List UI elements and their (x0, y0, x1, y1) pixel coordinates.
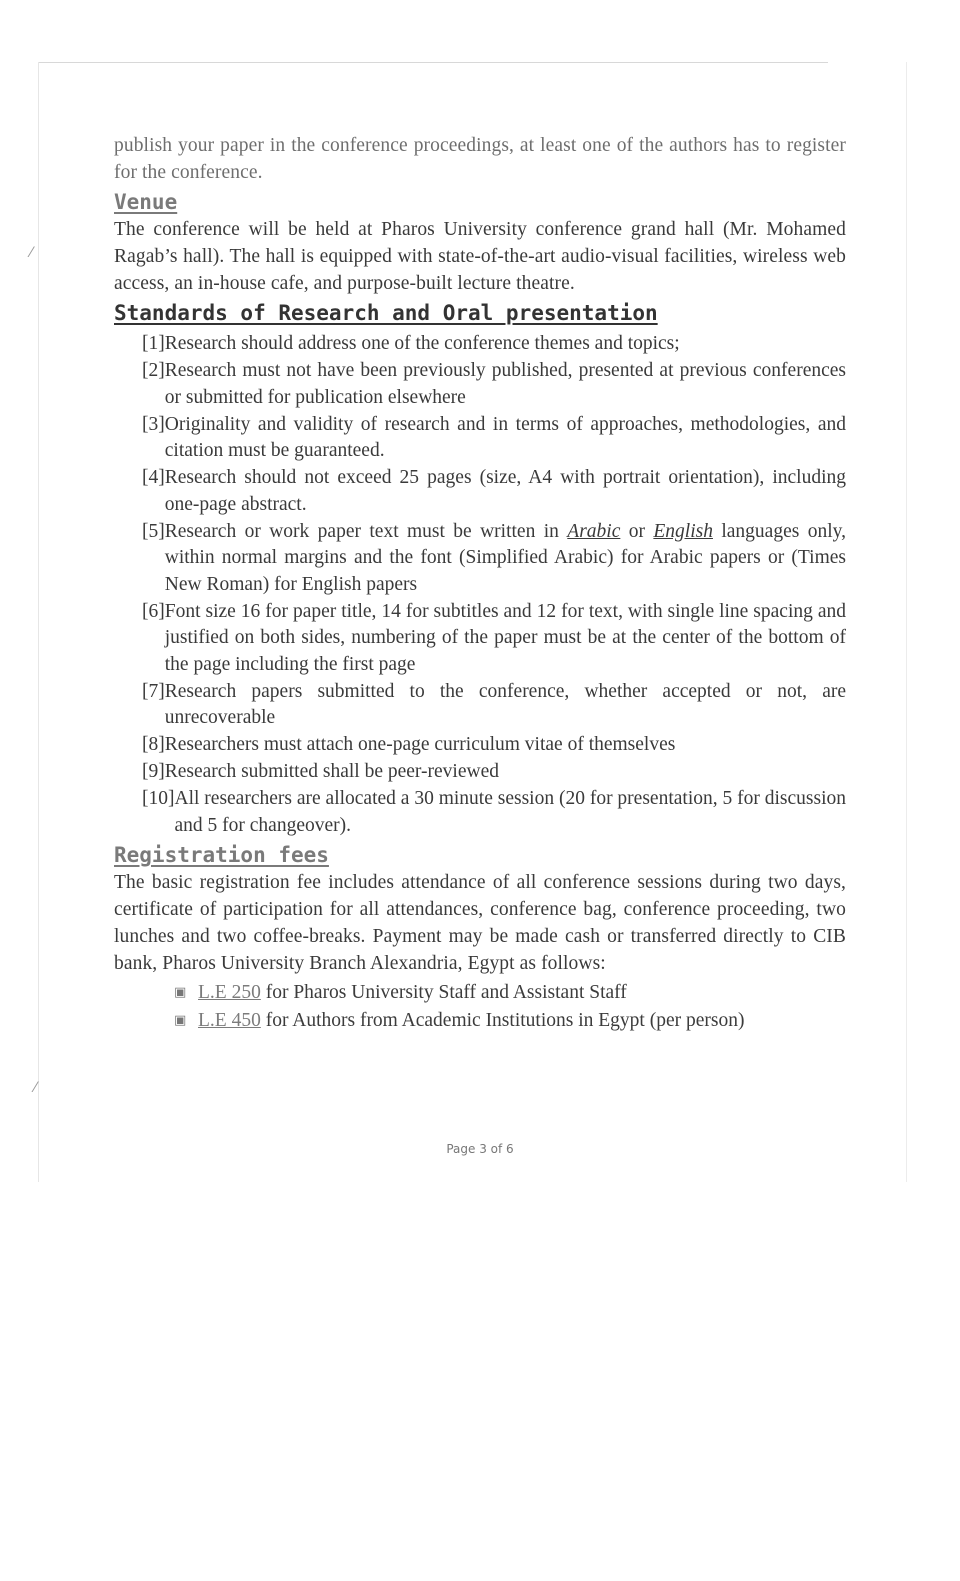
fees-list (114, 979, 846, 1035)
fee-description: for Pharos University Staff and Assistant Staff (260, 982, 627, 1003)
list-item-number: [9] (142, 761, 165, 782)
list-item-text: Research papers submitted to the conference, whether accepted or not, are unrecoverable (164, 680, 846, 728)
registration-paragraph: The basic registration fee includes attendance of all conference sessions during two days, certificate of participation for all attendances, conference bag, conference proceeding, two lunches and two coffee-breaks. Payment may be made cash or transferred directly to CIB bank, Pharos University Branch Alexandria, Egypt as follows: (114, 872, 846, 974)
list-item (142, 759, 846, 786)
list-item-text: Research submitted shall be peer-reviewed (164, 761, 499, 782)
page-number-footer: Page 3 of 6 (446, 1142, 514, 1156)
list-item-number: [5] (142, 520, 165, 542)
standards-list (114, 331, 846, 839)
scan-edge-top (38, 62, 828, 63)
scan-edge-left (38, 62, 39, 1182)
list-item (142, 679, 846, 732)
list-item-number: [1] (142, 333, 165, 354)
checkbox-bullet-icon: ▣ (174, 1013, 187, 1028)
intro-paragraph: publish your paper in the conference proceedings, at least one of the authors has to register for the conference. (114, 135, 846, 183)
scan-edge-right (906, 62, 907, 1182)
list-item (142, 519, 846, 599)
list-item-text: Research should address one of the conference themes and topics; (164, 333, 680, 354)
list-item-number: [10] (142, 788, 175, 809)
registration-heading: Registration fees (114, 843, 329, 867)
fee-amount: L.E 450 (198, 1010, 261, 1031)
list-item-number: [4] (142, 467, 165, 488)
fee-item (174, 1007, 846, 1035)
list-item-text: Research should not exceed 25 pages (size, A4 with portrait orientation), including one-page abstract. (164, 467, 846, 515)
list-item-text: Font size 16 for paper title, 14 for subtitles and 12 for text, with single line spacing and justified on both sides, numbering of the paper must be at the center of the bottom of the page including the first page (164, 600, 846, 675)
list-item (142, 732, 846, 759)
list-item-number: [6] (142, 600, 165, 622)
list-item (142, 599, 846, 679)
list-item (142, 331, 846, 358)
list-item-number: [3] (142, 413, 165, 435)
checkbox-bullet-icon: ▣ (174, 985, 187, 1000)
list-item-text-part: or (620, 520, 654, 542)
list-item-number: [2] (142, 360, 165, 381)
list-item (142, 465, 846, 518)
list-item-text: Research must not have been previously published, presented at previous conferences or submitted for publication elsewhere (164, 360, 846, 408)
language-english: English (653, 520, 713, 542)
venue-paragraph: The conference will be held at Pharos University conference grand hall (Mr. Mohamed Ragab’s hall). The hall is equipped with state-of-the-art audio-visual facilities, wireless web access, an in-house cafe, and purpose-built lecture theatre. (114, 219, 846, 294)
fee-amount: L.E 250 (198, 982, 261, 1003)
fee-text (198, 979, 846, 1007)
list-item-text: Researchers must attach one-page curriculum vitae of themselves (164, 734, 676, 755)
document-page (114, 132, 846, 1035)
margin-tick-mark: ⁄ (30, 245, 33, 261)
fee-item (174, 979, 846, 1007)
list-item-text-part: Research or work paper text must be written in (164, 520, 568, 542)
list-item-text: All researchers are allocated a 30 minute session (20 for presentation, 5 for discussion and 5 for changeover). (174, 788, 846, 836)
list-item-text: Originality and validity of research and in terms of approaches, methodologies, and citation must be guaranteed. (164, 413, 846, 461)
list-item (142, 358, 846, 411)
list-item (142, 786, 846, 839)
fee-text (198, 1007, 846, 1035)
list-item-text-part: languages only, within normal margins and the font (Simplified Arabic) for Arabic papers or (Times New Roman) for English papers (164, 520, 846, 595)
margin-tick-mark: ⁄ (34, 1080, 37, 1096)
venue-heading: Venue (114, 190, 178, 214)
list-item (142, 412, 846, 465)
fee-description: for Authors from Academic Institutions in Egypt (per person) (260, 1010, 745, 1031)
list-item-number: [7] (142, 680, 165, 702)
language-arabic: Arabic (567, 520, 621, 542)
list-item-number: [8] (142, 734, 165, 755)
list-item-text (165, 519, 846, 599)
standards-heading: Standards of Research and Oral presentation (114, 301, 658, 325)
